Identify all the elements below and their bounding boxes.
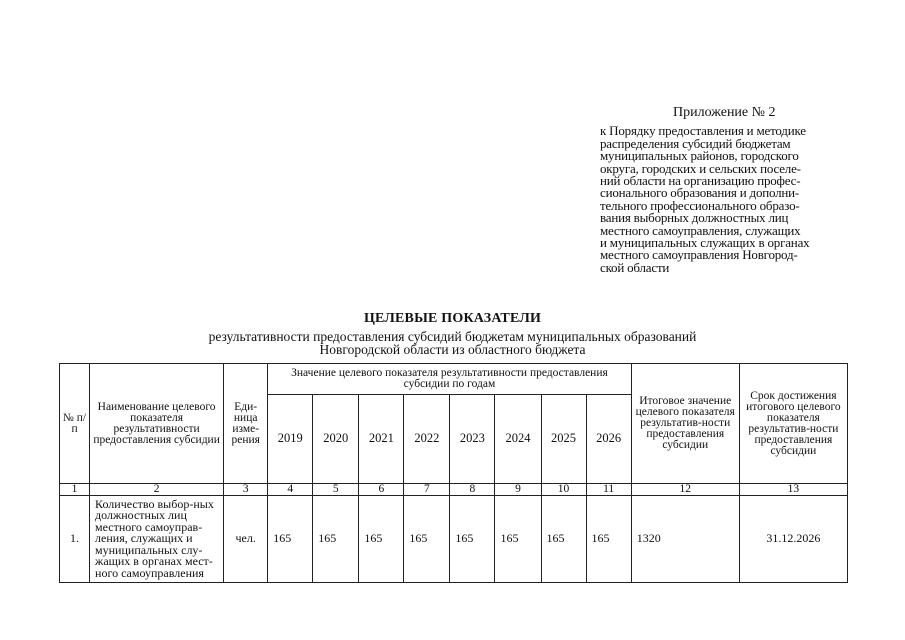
appendix-line: к Порядку предоставления и методике [600, 123, 806, 139]
header-year: 2025 [541, 395, 586, 484]
appendix-line: ской области [600, 259, 670, 275]
appendix-line: муниципальных районов, городского [600, 148, 799, 164]
appendix-line: вания выборных должностных лиц [600, 210, 789, 226]
header-year: 2026 [586, 395, 631, 484]
appendix-line: и муниципальных служащих в органах [600, 235, 810, 251]
header-year: 2023 [450, 395, 495, 484]
column-number: 12 [631, 484, 739, 496]
appendix-title: Приложение № 2 [673, 105, 776, 120]
document-subtitle [0, 331, 905, 356]
header-deadline: Срок достижения итогового целевого показателя результатив-ности предоставления субсидии [739, 364, 847, 484]
table-row [60, 496, 848, 583]
column-number: 8 [450, 484, 495, 496]
row-value: 165 [359, 496, 404, 583]
document-title: ЦЕЛЕВЫЕ ПОКАЗАТЕЛИ [363, 311, 542, 326]
column-number: 10 [541, 484, 586, 496]
appendix-line: распределения субсидий бюджетам [600, 135, 791, 151]
row-value: 165 [450, 496, 495, 583]
column-numbers-row [60, 484, 848, 496]
subtitle-line-2: Новгородской области из областного бюджета [319, 341, 586, 357]
row-value: 165 [586, 496, 631, 583]
row-value: 165 [313, 496, 359, 583]
column-number: 4 [268, 484, 313, 496]
appendix-line: местного самоуправления Новгород- [600, 247, 798, 263]
appendix-line: ний области на организацию профес- [600, 173, 801, 189]
header-values-group: Значение целевого показателя результативности предоставления субсидии по годам [268, 364, 631, 395]
column-number: 1 [60, 484, 90, 496]
column-number: 3 [224, 484, 268, 496]
row-deadline: 31.12.2026 [739, 496, 847, 583]
header-total: Итоговое значение целевого показателя результатив-ности предоставления субсидии [631, 364, 739, 484]
header-name: Наименование целевого показателя результативности предоставления субсидии [90, 364, 224, 484]
header-year: 2021 [359, 395, 404, 484]
header-num: № п/п [60, 364, 90, 484]
header-year: 2024 [495, 395, 541, 484]
header-row [60, 364, 848, 395]
appendix-line: тельного профессионального образо- [600, 197, 800, 213]
appendix-line: сионального образования и дополни- [600, 185, 800, 201]
row-value: 165 [495, 496, 541, 583]
column-number: 6 [359, 484, 404, 496]
header-year: 2019 [268, 395, 313, 484]
subtitle-line-1: результативности предоставления субсидий бюджетам муниципальных образований [208, 329, 697, 344]
header-year: 2022 [404, 395, 450, 484]
appendix-block [600, 107, 850, 274]
row-total: 1320 [631, 496, 739, 583]
row-value: 165 [268, 496, 313, 583]
header-year: 2020 [313, 395, 359, 484]
row-value: 165 [404, 496, 450, 583]
appendix-line: округа, городских и сельских поселе- [600, 160, 801, 176]
row-num: 1. [60, 496, 90, 583]
column-number: 7 [404, 484, 450, 496]
row-value: 165 [541, 496, 586, 583]
appendix-line: местного самоуправления, служащих [600, 222, 801, 238]
column-number: 11 [586, 484, 631, 496]
column-number: 5 [313, 484, 359, 496]
row-name: Количество выбор-ных должностных лиц местного самоуправ-ления, служащих и муниципальных слу-жащих в органах мест-ного самоуправления [90, 496, 224, 583]
row-unit: чел. [224, 496, 268, 583]
indicators-table [59, 363, 848, 583]
column-number: 13 [739, 484, 847, 496]
column-number: 2 [90, 484, 224, 496]
header-unit: Еди-ница изме-рения [224, 364, 268, 484]
column-number: 9 [495, 484, 541, 496]
